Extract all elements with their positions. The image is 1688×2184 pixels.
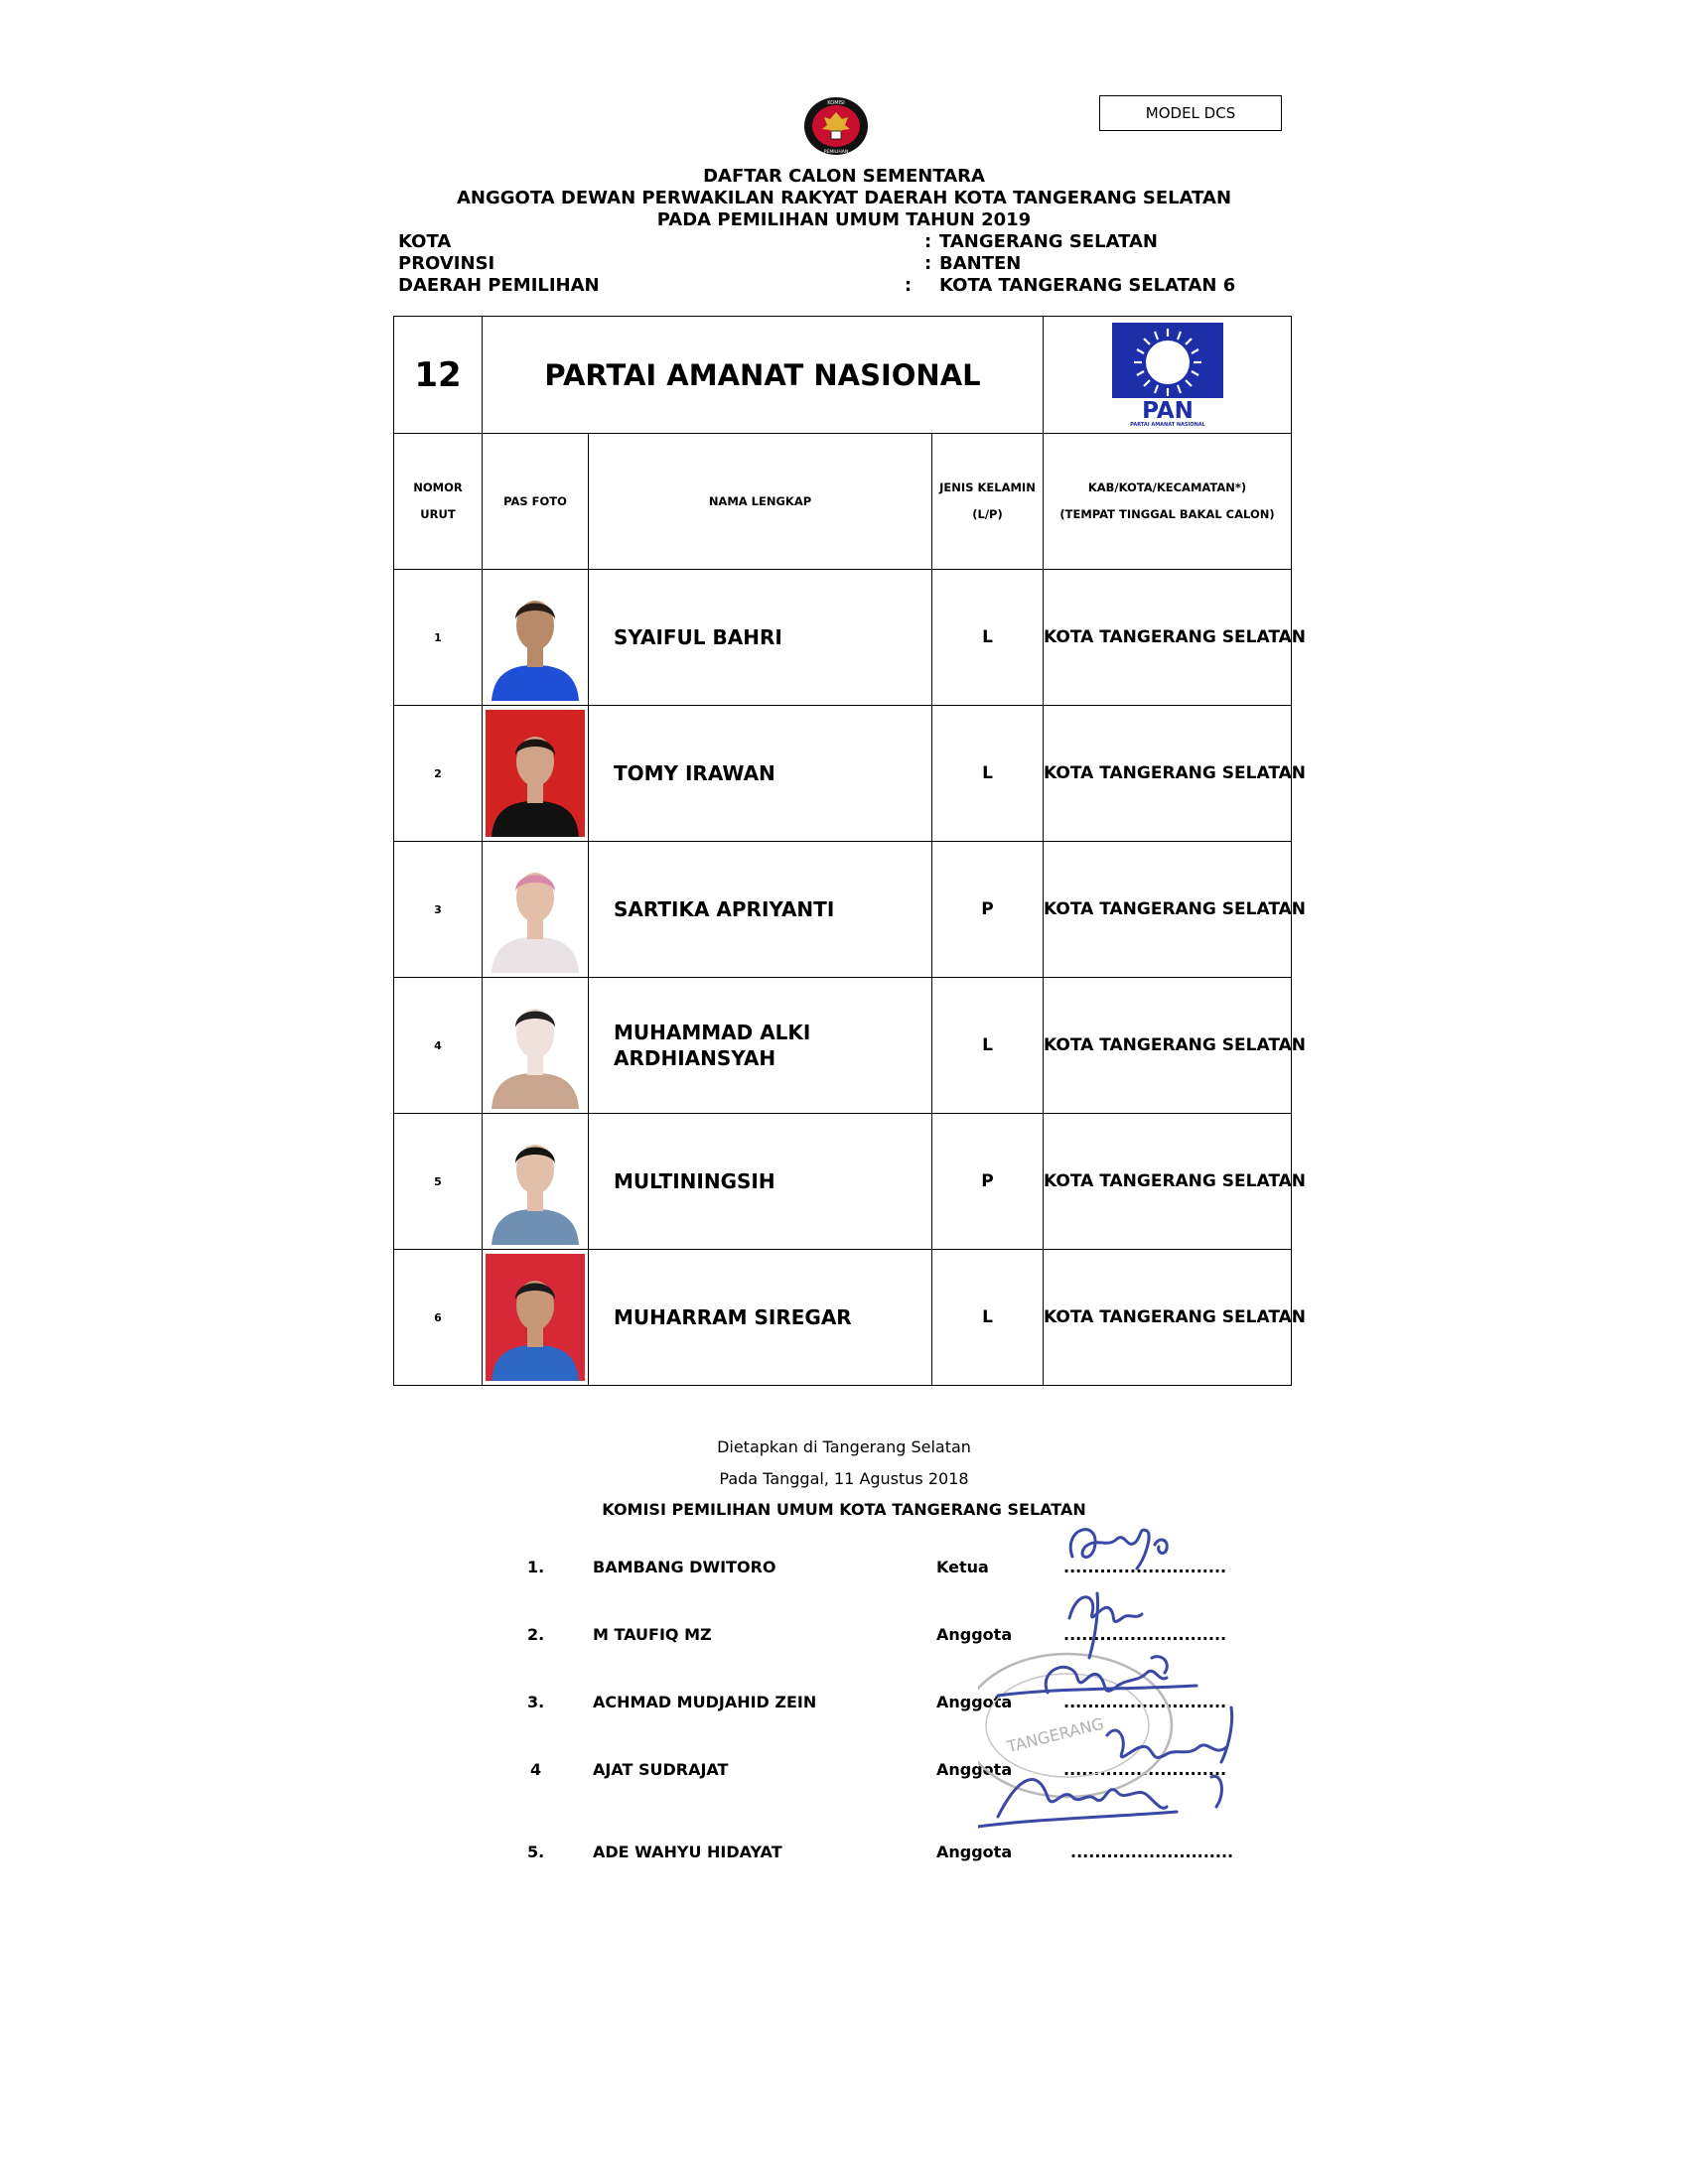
party-name: PARTAI AMANAT NASIONAL bbox=[483, 317, 1044, 434]
footer-place: Dietapkan di Tangerang Selatan bbox=[717, 1437, 971, 1456]
signature-4 bbox=[1107, 1730, 1226, 1757]
candidate-number: 6 bbox=[394, 1250, 483, 1386]
meta-value: BANTEN bbox=[939, 253, 1022, 274]
candidate-name: MULTININGSIH bbox=[589, 1114, 932, 1250]
kpu-emblem-icon bbox=[802, 95, 870, 157]
party-row bbox=[394, 317, 1292, 434]
candidate-name: SYAIFUL BAHRI bbox=[589, 570, 932, 706]
svg-text:PARTAI AMANAT NASIONAL: PARTAI AMANAT NASIONAL bbox=[1129, 421, 1205, 428]
meta-value: TANGERANG SELATAN bbox=[939, 231, 1158, 252]
col-header-gender: JENIS KELAMIN (L/P) bbox=[932, 434, 1044, 570]
signatures-and-stamp bbox=[978, 1509, 1306, 1856]
table-row bbox=[394, 570, 1292, 706]
candidate-photo-cell bbox=[483, 1114, 589, 1250]
candidate-photo bbox=[486, 1118, 585, 1245]
signature-2 bbox=[1069, 1597, 1142, 1622]
candidate-photo bbox=[486, 1254, 585, 1381]
candidate-photo bbox=[486, 710, 585, 837]
footer-date: Pada Tanggal, 11 Agustus 2018 bbox=[719, 1469, 969, 1488]
meta-label: KOTA bbox=[398, 231, 452, 252]
signatory-row: 5. ADE WAHYU HIDAYAT Anggota ........................... bbox=[527, 1843, 1234, 1861]
candidate-gender: P bbox=[932, 842, 1044, 978]
candidate-city: KOTA TANGERANG SELATAN bbox=[1044, 706, 1292, 842]
candidate-name: SARTIKA APRIYANTI bbox=[589, 842, 932, 978]
title-line-1: DAFTAR CALON SEMENTARA bbox=[703, 166, 985, 187]
title-line-2: ANGGOTA DEWAN PERWAKILAN RAKYAT DAERAH KOTA TANGERANG SELATAN bbox=[456, 188, 1232, 208]
meta-value: KOTA TANGERANG SELATAN 6 bbox=[939, 275, 1236, 296]
candidate-gender: L bbox=[932, 1250, 1044, 1386]
candidate-gender: L bbox=[932, 706, 1044, 842]
candidate-photo-cell bbox=[483, 978, 589, 1114]
signatory-row: 4 AJAT SUDRAJAT Anggota ........................... bbox=[530, 1760, 1227, 1779]
candidate-number: 4 bbox=[394, 978, 483, 1114]
candidate-name: MUHARRAM SIREGAR bbox=[589, 1250, 932, 1386]
candidate-city: KOTA TANGERANG SELATAN bbox=[1044, 842, 1292, 978]
table-row bbox=[394, 706, 1292, 842]
candidate-photo bbox=[486, 574, 585, 701]
signatory-row: 1. BAMBANG DWITORO Ketua ........................... bbox=[527, 1558, 1227, 1576]
signatory-row: 3. ACHMAD MUDJAHID ZEIN Anggota ........................... bbox=[527, 1693, 1227, 1711]
signature-1 bbox=[1070, 1530, 1149, 1569]
meta-sep: : bbox=[924, 253, 932, 274]
col-header-city: KAB/KOTA/KECAMATAN*) (TEMPAT TINGGAL BAKAL CALON) bbox=[1044, 434, 1292, 570]
candidate-photo-cell bbox=[483, 1250, 589, 1386]
candidate-number: 1 bbox=[394, 570, 483, 706]
candidate-photo bbox=[486, 846, 585, 973]
candidate-city: KOTA TANGERANG SELATAN bbox=[1044, 570, 1292, 706]
candidate-table bbox=[393, 316, 1306, 1386]
meta-label: PROVINSI bbox=[398, 253, 495, 274]
candidate-photo-cell bbox=[483, 842, 589, 978]
candidate-gender: L bbox=[932, 570, 1044, 706]
candidate-number: 5 bbox=[394, 1114, 483, 1250]
pan-logo-icon bbox=[1112, 323, 1223, 428]
candidate-city: KOTA TANGERANG SELATAN bbox=[1044, 1114, 1292, 1250]
signatory-row: 2. M TAUFIQ MZ Anggota ........................... bbox=[527, 1625, 1227, 1644]
signature-5 bbox=[998, 1780, 1167, 1817]
footer-institution: KOMISI PEMILIHAN UMUM KOTA TANGERANG SELATAN bbox=[602, 1500, 1086, 1519]
table-row bbox=[394, 1114, 1292, 1250]
meta-label: DAERAH PEMILIHAN bbox=[398, 275, 600, 296]
candidate-name: TOMY IRAWAN bbox=[589, 706, 932, 842]
title-line-3: PADA PEMILIHAN UMUM TAHUN 2019 bbox=[656, 209, 1032, 230]
svg-text:KOMISI: KOMISI bbox=[827, 100, 845, 106]
candidate-gender: L bbox=[932, 978, 1044, 1114]
svg-text:PEMILIHAN: PEMILIHAN bbox=[823, 150, 849, 155]
candidate-city: KOTA TANGERANG SELATAN bbox=[1044, 978, 1292, 1114]
model-label: MODEL DCS bbox=[1099, 95, 1282, 131]
party-logo-cell bbox=[1044, 317, 1292, 434]
candidate-photo-cell bbox=[483, 570, 589, 706]
col-header-photo: PAS FOTO bbox=[483, 434, 589, 570]
meta-sep: : bbox=[924, 231, 932, 252]
col-header-name: NAMA LENGKAP bbox=[589, 434, 932, 570]
candidate-name: MUHAMMAD ALKI ARDHIANSYAH bbox=[589, 978, 932, 1114]
svg-text:PAN: PAN bbox=[1141, 397, 1194, 424]
svg-text:TANGERANG: TANGERANG bbox=[1005, 1713, 1106, 1757]
meta-sep: : bbox=[905, 275, 913, 296]
candidate-photo bbox=[486, 982, 585, 1109]
candidate-city: KOTA TANGERANG SELATAN bbox=[1044, 1250, 1292, 1386]
table-row bbox=[394, 842, 1292, 978]
candidate-number: 2 bbox=[394, 706, 483, 842]
table-row bbox=[394, 978, 1292, 1114]
candidate-number: 3 bbox=[394, 842, 483, 978]
col-header-nomor: NOMOR URUT bbox=[394, 434, 483, 570]
column-header-row bbox=[394, 434, 1292, 570]
candidate-photo-cell bbox=[483, 706, 589, 842]
party-number: 12 bbox=[394, 317, 483, 434]
candidate-gender: P bbox=[932, 1114, 1044, 1250]
table-row bbox=[394, 1250, 1292, 1386]
